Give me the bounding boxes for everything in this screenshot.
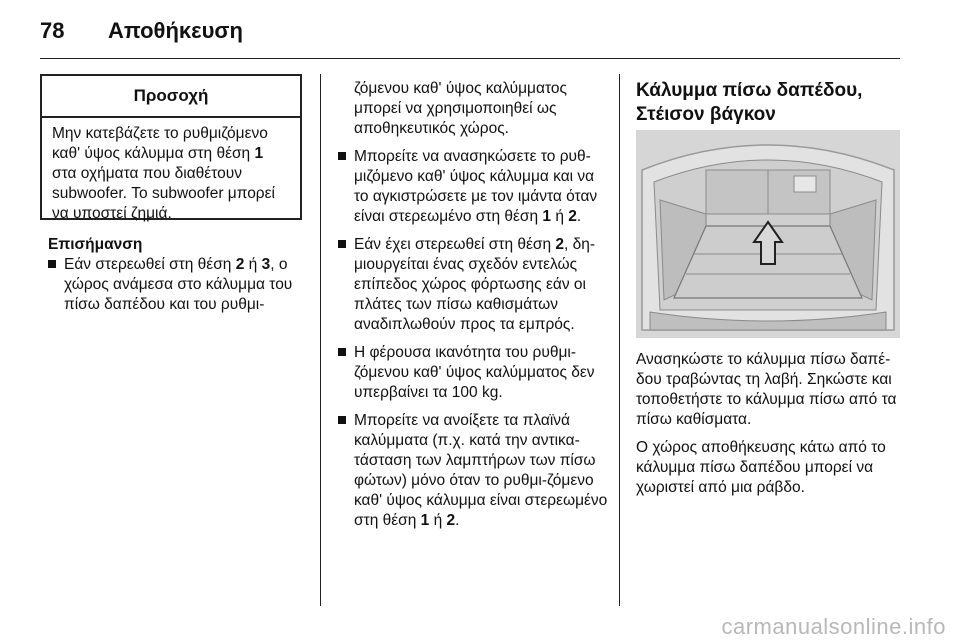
warning-title: Προσοχή [42, 76, 300, 118]
warning-box [40, 74, 302, 220]
column-divider-left [320, 74, 321, 606]
list-item: Εάν έχει στερεωθεί στη θέση 2, δη-μιουργείται ένας σχεδόν εντελώς επίπεδος χώρος φόρτωσης εάν οι πλάτες των πίσω καθισμάτων αναδιπλωθούν προς τα εμπρός. [338, 235, 610, 335]
paragraph: Ο χώρος αποθήκευσης κάτω από το κάλυμμα πίσω δαπέδου μπορεί να χωριστεί από μια ράβδο. [636, 439, 886, 496]
bullet-square-icon [338, 348, 346, 356]
bullet-square-icon [48, 260, 56, 268]
note-block [48, 235, 306, 323]
section-title: Κάλυμμα πίσω δαπέδου, Στέισον βάγκον [636, 80, 863, 125]
list-item: Η φέρουσα ικανότητα του ρυθμι-ζόμενου καθ' ύψος καλύμματος δεν υπερβαίνει τα 100 kg. [338, 343, 610, 403]
page-number: 78 [40, 18, 65, 43]
list-item: Μπορείτε να ανοίξετε τα πλαϊνά καλύμματα (π.χ. κατά την αντικα-τάσταση των λαμπτήρων των πίσω φώτων) μόνο όταν το ρυθμι-ζόμενο καθ' ύψος κάλυμμα είναι στερεωμένο στη θέση 1 ή 2. [338, 411, 610, 531]
column-divider-right [619, 74, 620, 606]
watermark: carmanualsonline.info [721, 614, 946, 639]
header-rule [40, 58, 900, 59]
paragraph: Ανασηκώστε το κάλυμμα πίσω δαπέ-δου τραβώντας τη λαβή. Σηκώστε και τοποθετήστε το κάλυμμα πίσω από τα πίσω καθίσματα. [636, 351, 897, 428]
note-bullet: Εάν στερεωθεί στη θέση 2 ή 3, ο χώρος ανάμεσα στο κάλυμμα του πίσω δαπέδου και του ρυθμι- [48, 255, 306, 315]
cargo-area-drawing [636, 130, 900, 338]
note-title: Επισήμανση [48, 236, 143, 253]
bullet-square-icon [338, 416, 346, 424]
right-text [636, 350, 904, 506]
cargo-floor-illustration [636, 130, 900, 338]
chapter-title: Αποθήκευση [108, 18, 243, 43]
bullet-square-icon [338, 152, 346, 160]
list-item: Μπορείτε να ανασηκώσετε το ρυθ-μιζόμενο καθ' ύψος κάλυμμα και να το αγκιστρώσετε με τον ιμάντα όταν είναι στερεωμένο στη θέση 1 ή 2. [338, 147, 610, 227]
page-header [40, 18, 243, 44]
warning-text: Μην κατεβάζετε το ρυθμιζόμενο καθ' ύψος κάλυμμα στη θέση 1 στα οχήματα που διαθέτουν subwoofer. Το subwoofer μπορεί να υποστεί ζημιά. [52, 125, 275, 222]
middle-column [338, 79, 610, 539]
bullet-square-icon [338, 240, 346, 248]
continuation-text: ζόμενου καθ' ύψος καλύμματος μπορεί να χρησιμοποιηθεί ως αποθηκευτικός χώρος. [354, 80, 567, 137]
